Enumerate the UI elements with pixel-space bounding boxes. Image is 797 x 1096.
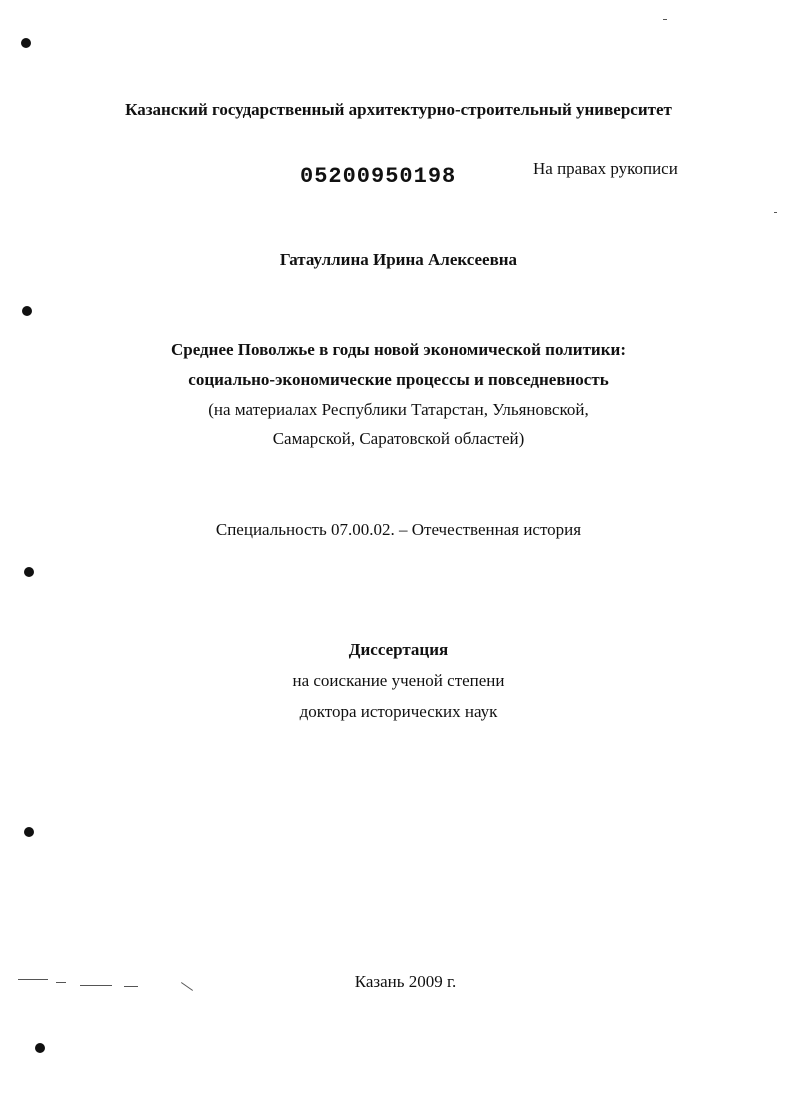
title-line-1: Среднее Поволжье в годы новой экономической политики: xyxy=(171,340,626,359)
specialty: Специальность 07.00.02. – Отечественная история xyxy=(215,520,582,539)
title-line-2: социально-экономические процессы и повседневность xyxy=(188,370,609,389)
binding-hole-1 xyxy=(21,38,31,48)
scan-speck xyxy=(774,212,777,213)
document-type: Диссертация xyxy=(348,640,449,659)
binding-hole-2 xyxy=(22,306,32,316)
degree-line-2: доктора исторических наук xyxy=(299,702,498,721)
place-year: Казань 2009 г. xyxy=(354,972,457,991)
subtitle-line-1: (на материалах Республики Татарстан, Ульяновской, xyxy=(208,400,589,419)
binding-hole-4 xyxy=(24,827,34,837)
serial-number: 05200950198 xyxy=(300,164,457,189)
binding-hole-5 xyxy=(35,1043,45,1053)
binding-hole-3 xyxy=(24,567,34,577)
university-name: Казанский государственный архитектурно-строительный университет xyxy=(125,100,672,119)
degree-line-1: на соискание ученой степени xyxy=(292,671,505,690)
manuscript-note: На правах рукописи xyxy=(533,159,678,178)
subtitle-line-2: Самарской, Саратовской областей) xyxy=(272,429,525,448)
author-name: Гатауллина Ирина Алексеевна xyxy=(279,250,518,269)
scan-speck xyxy=(663,19,667,20)
